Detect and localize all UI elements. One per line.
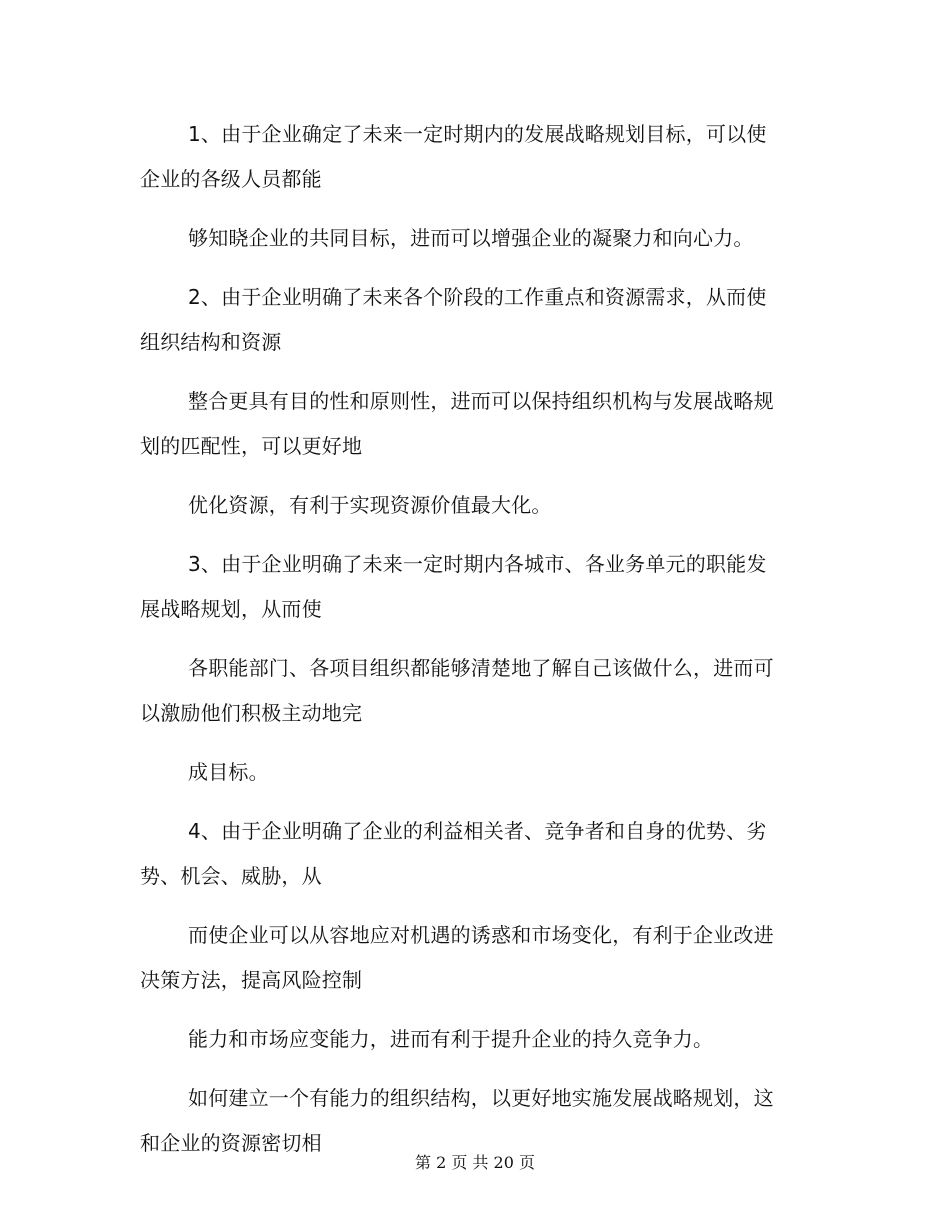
paragraph-11: 能力和市场应变能力，进而有利于提升企业的持久竞争力。: [188, 1027, 714, 1051]
paragraph-2: 够知晓企业的共同目标，进而可以增强企业的凝聚力和向心力。: [188, 226, 754, 250]
paragraph-6: 3、由于企业明确了未来一定时期内各城市、各业务单元的职能发展战略规划，从而使: [140, 552, 767, 621]
page-number-footer: 第 2 页 共 20 页: [415, 1153, 535, 1172]
document-body: [140, 112, 780, 1180]
paragraph-5: 优化资源，有利于实现资源价值最大化。: [188, 493, 552, 517]
paragraph-7: 各职能部门、各项目组织都能够清楚地了解自己该做什么，进而可以激励他们积极主动地完: [140, 656, 774, 725]
paragraph-3: 2、由于企业明确了未来各个阶段的工作重点和资源需求，从而使组织结构和资源: [140, 285, 767, 354]
paragraph-10: 而使企业可以从容地应对机遇的诱惑和市场变化，有利于企业改进决策方法，提高风险控制: [140, 923, 774, 992]
paragraph-1: 1、由于企业确定了未来一定时期内的发展战略规划目标，可以使企业的各级人员都能: [140, 122, 767, 191]
paragraph-8: 成目标。: [188, 760, 269, 784]
paragraph-12: 如何建立一个有能力的组织结构，以更好地实施发展战略规划，这和企业的资源密切相: [140, 1086, 774, 1155]
paragraph-9: 4、由于企业明确了企业的利益相关者、竞争者和自身的优势、劣势、机会、威胁，从: [140, 819, 767, 888]
paragraph-4: 整合更具有目的性和原则性，进而可以保持组织机构与发展战略规划的匹配性，可以更好地: [140, 389, 774, 458]
